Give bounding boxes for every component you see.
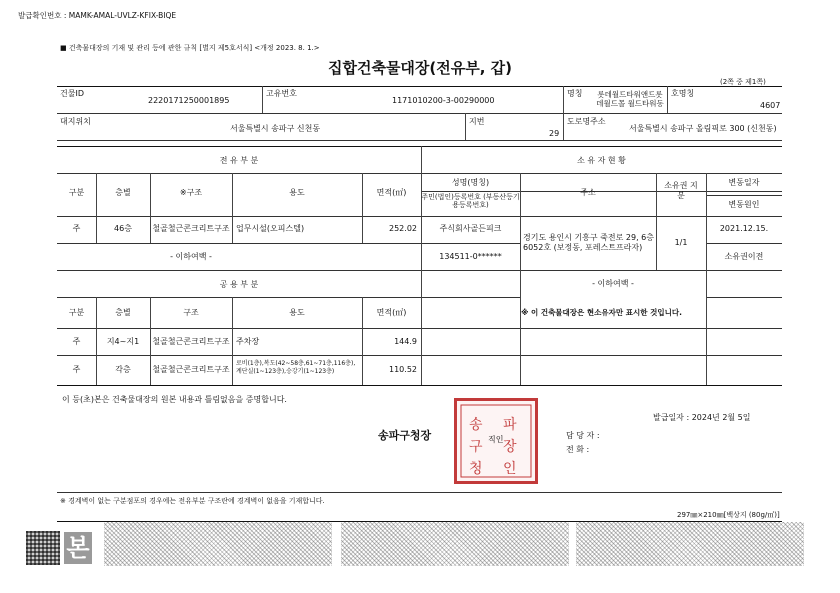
col-address: 주소 [580,188,596,197]
common-section-header: 공 용 부 분 [219,280,259,289]
paper-spec: 297㎜×210㎜[백상지 (80g/㎡)] [677,511,780,519]
common-col-use: 용도 [289,308,305,317]
security-barcode-icon [26,531,60,565]
col-gubun: 구분 [68,188,85,197]
seal-label: 직인 [488,435,504,444]
col-change-date: 변동일자 [728,178,760,187]
col-floor: 층별 [115,188,131,197]
lot-value: 29 [549,129,560,138]
common-row-2-use: 로비(1층),복도(42~58층,61~71층,116층),계단실(1~123층),승강기(1~123층) [236,360,356,375]
building-id-value: 2220171250001895 [148,96,230,105]
common-row-1-floor: 지4~지1 [106,337,140,346]
common-row-1-structure: 철골철근콘크리트구조 [152,337,230,346]
exclusive-section-header: 전 유 부 분 [219,156,259,165]
official-seal [454,398,538,484]
security-pattern-3 [576,522,804,566]
site-value: 서울특별시 송파구 신천동 [230,124,321,133]
regulation-note: ■ 건축물대장의 기재 및 관리 등에 관한 규칙 [별지 제5호서식] <개정 2023. 8. 1.> [60,44,320,52]
lot-label: 지번 [469,117,485,126]
col-use: 용도 [289,188,305,197]
common-row-2-floor: 각층 [115,365,131,374]
common-col-area: 면적(㎡) [376,308,407,317]
excl-gubun: 주 [72,224,81,233]
svg-text:장: 장 [503,439,517,455]
excl-structure: 철골철근콘크리트구조 [152,224,230,233]
col-share: 소유권 지분 [664,181,698,200]
col-owner-id: 주민(법인)등록번호 (부동산등기용등록번호) [421,193,520,210]
unique-no-value: 1171010200-3-00290000 [392,96,495,105]
svg-text:청: 청 [469,461,483,477]
site-label: 대지위치 [60,117,91,126]
phone-label: 전 화 : [566,445,590,454]
col-owner-name: 성명(명칭) [451,178,490,187]
col-area: 면적(㎡) [376,188,407,197]
common-col-floor: 층별 [115,308,131,317]
room-name-label: 호명칭 [671,89,695,98]
excl-area: 252.02 [389,224,417,233]
common-row-2-area: 110.52 [389,365,417,374]
footer-note: ※ 경계벽이 없는 구분점포의 경우에는 전유부분 구조란에 경계벽이 없음을 기재합니다. [60,497,325,505]
owner-change-date: 2021.12.15. [719,224,769,233]
building-id-label: 건물ID [60,89,84,98]
col-structure: ※구조 [179,188,203,197]
current-owner-notice: ※ 이 건축물대장은 현소유자만 표시한 것입니다. [521,308,682,317]
common-row-1-gubun: 주 [72,337,81,346]
room-name-value: 4607 [760,101,781,110]
page-title: 집합건축물대장(전유부, 갑) [327,59,513,77]
common-row-1-area: 144.9 [394,337,417,346]
security-pattern-2 [341,522,569,566]
svg-text:송: 송 [469,417,483,433]
common-row-2-gubun: 주 [72,365,81,374]
original-mark: 본 [64,532,92,564]
owner-id: 134511-0****** [439,252,502,261]
col-change-reason: 변동원인 [728,200,760,209]
svg-text:인: 인 [503,461,517,477]
issue-number: 발급확인번호 : MAMK-AMAL-UVLZ-KFIX-BIQE [18,11,177,20]
excl-blank-note: - 이하여백 - [170,252,212,261]
svg-text:파: 파 [503,417,517,433]
security-pattern-1 [104,522,332,566]
building-name: 롯데월드타워앤드롯데월드몰 월드타워동 [596,90,664,108]
owner-address: 경기도 용인시 기흥구 죽전로 29, 6층 6052호 (보정동, 포레스트프라자) [523,233,654,252]
page-info: (2쪽 중 제1쪽) [720,78,766,86]
owner-name: 주식회사골든피크 [439,224,502,233]
owner-change-reason: 소유권이전 [724,252,764,261]
name-label: 명칭 [567,89,583,98]
issuer-name: 송파구청장 [378,429,432,442]
excl-floor: 46층 [114,224,132,233]
excl-use: 업무시설(오피스텔) [236,224,305,233]
road-address-value: 서울특별시 송파구 올림픽로 300 (신천동) [629,124,777,133]
owner-share: 1/1 [674,238,688,247]
unique-no-label: 고유번호 [266,89,297,98]
clerk-label: 담 당 자 : [566,431,600,440]
common-row-1-use: 주차장 [236,337,260,346]
owner-section-header: 소 유 자 현 황 [577,156,626,165]
issue-date: 발급일자 : 2024년 2월 5일 [653,413,751,422]
road-address-label: 도로명주소 [567,117,606,126]
owner-blank-note: - 이하여백 - [592,279,634,288]
certify-text: 이 등(초)본은 건축물대장의 원본 내용과 틀림없음을 증명합니다. [62,395,287,404]
svg-text:구: 구 [469,439,483,455]
common-col-structure: 구조 [183,308,199,317]
common-col-gubun: 구분 [68,308,85,317]
common-row-2-structure: 철골철근콘크리트구조 [152,365,230,374]
